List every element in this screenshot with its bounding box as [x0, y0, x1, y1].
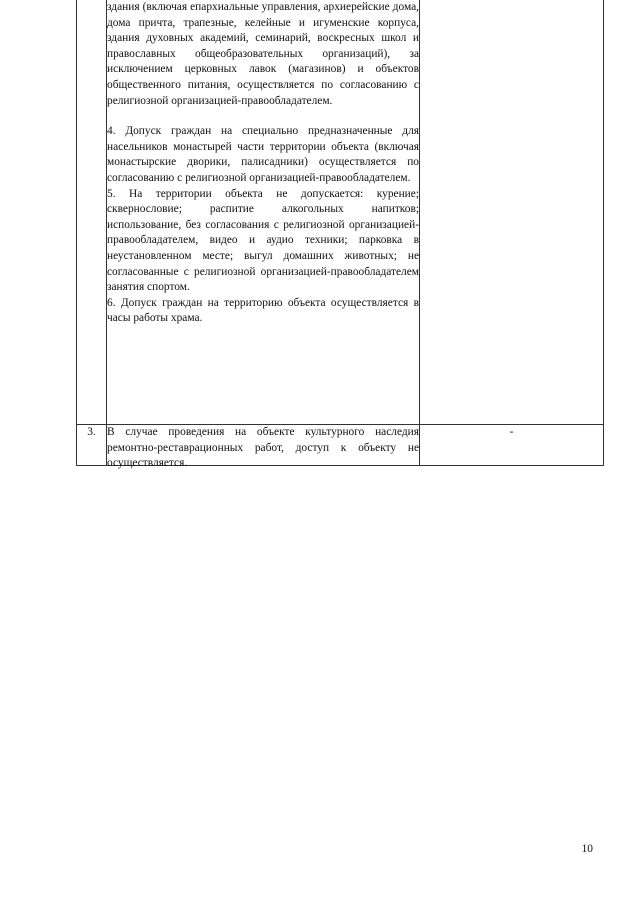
row-number-cell: [77, 0, 107, 425]
access-rules-table: [76, 0, 604, 470]
row-text-cell: [107, 425, 420, 470]
paragraph-restoration-works: В случае проведения на объекте культурного наследия ремонтно-реставрационных работ, доступ к объекту не осуществляется.: [107, 426, 419, 470]
row-note-cell: [420, 0, 604, 425]
table-row: [77, 0, 604, 425]
paragraph-rule-4: 4. Допуск граждан на специально предназначенные для насельников монастырей части территории объекта (включая монастырские дворики, палисадники) осуществляется по согласованию с религиозной организацией-правообладателем.: [107, 125, 419, 184]
paragraph-rule-5: 5. На территории объекта не допускается: курение; сквернословие; распитие алкогольных напитков; использование, без согласования с религиозной организацией-правообладателем, видео и аудио техники; парковка в неустановленном месте; выгул домашних животных; не согласованные с религиозной организацией-правообладателем занятия спортом.: [107, 187, 419, 294]
row-number-cell: 3.: [77, 425, 107, 466]
table-row: [77, 425, 604, 466]
page-number: 10: [581, 843, 593, 855]
paragraph-buildings-access: здания (включая епархиальные управления, архиерейские дома, дома причта, трапезные, келейные и игуменские корпуса, здания духовных академий, семинарий, воскресных школ и православных общеобразовательных организаций), за исключением церковных лавок (магазинов) и объектов общественного питания, осуществляется по согласованию с религиозной организацией-правообладателем.: [107, 1, 419, 107]
paragraph-rule-6: 6. Допуск граждан на территорию объекта осуществляется в часы работы храма.: [107, 296, 419, 325]
row-text-cell: [107, 0, 420, 425]
row-note-cell: -: [420, 425, 604, 466]
